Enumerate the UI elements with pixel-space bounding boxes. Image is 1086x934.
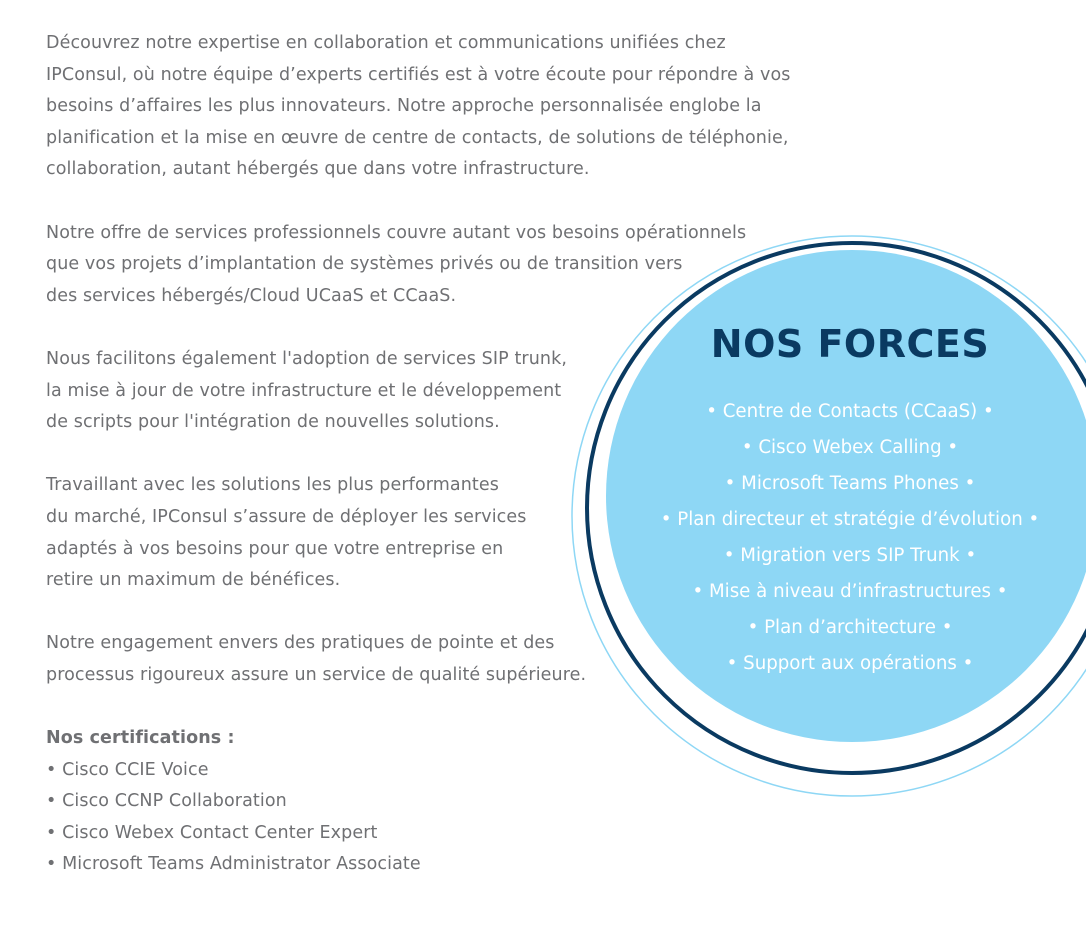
force-item: • Centre de Contacts (CCaaS) •: [706, 401, 994, 422]
certification-item: • Microsoft Teams Administrator Associate: [46, 854, 421, 875]
force-item: • Plan directeur et stratégie d’évolution •: [660, 509, 1040, 530]
text-line: que vos projets d’implantation de systèmes privés ou de transition vers: [46, 254, 683, 275]
text-line: de scripts pour l'intégration de nouvelles solutions.: [46, 412, 500, 433]
text-line: adaptés à vos besoins pour que votre entreprise en: [46, 538, 504, 559]
intro-paragraph-1: [46, 28, 846, 186]
text-line: processus rigoureux assure un service de qualité supérieure.: [46, 664, 587, 685]
text-line: collaboration, autant hébergés que dans votre infrastructure.: [46, 159, 590, 180]
text-line: des services hébergés/Cloud UCaaS et CCaaS.: [46, 285, 457, 306]
text-line: Travaillant avec les solutions les plus performantes: [46, 475, 499, 496]
certification-item: • Cisco CCIE Voice: [46, 759, 209, 780]
force-item: • Microsoft Teams Phones •: [724, 473, 976, 494]
force-item: • Migration vers SIP Trunk •: [723, 545, 977, 566]
certification-item: • Cisco CCNP Collaboration: [46, 791, 287, 812]
text-line: Nous facilitons également l'adoption de services SIP trunk,: [46, 348, 567, 369]
text-line: Notre offre de services professionnels couvre autant vos besoins opérationnels: [46, 222, 747, 243]
forces-list: [600, 394, 1086, 682]
text-line: retire un maximum de bénéfices.: [46, 570, 341, 591]
force-item: • Support aux opérations •: [726, 653, 974, 674]
text-line: besoins d’affaires les plus innovateurs. Notre approche personnalisée englobe la: [46, 96, 762, 117]
text-line: du marché, IPConsul s’assure de déployer les services: [46, 506, 527, 527]
forces-title: NOS FORCES: [710, 322, 990, 366]
certifications-title: Nos certifications :: [46, 728, 235, 749]
forces-circle: [590, 226, 1086, 796]
certification-item: • Cisco Webex Contact Center Expert: [46, 822, 378, 843]
force-item: • Cisco Webex Calling •: [741, 437, 959, 458]
text-line: la mise à jour de votre infrastructure et le développement: [46, 380, 562, 401]
text-line: Notre engagement envers des pratiques de pointe et des: [46, 633, 555, 654]
force-item: • Plan d’architecture •: [747, 617, 953, 638]
text-line: IPConsul, où notre équipe d’experts certifiés est à votre écoute pour répondre à vos: [46, 64, 791, 85]
text-line: planification et la mise en œuvre de centre de contacts, de solutions de téléphonie,: [46, 127, 789, 148]
text-line: Découvrez notre expertise en collaboration et communications unifiées chez: [46, 33, 726, 53]
force-item: • Mise à niveau d’infrastructures •: [692, 581, 1008, 602]
